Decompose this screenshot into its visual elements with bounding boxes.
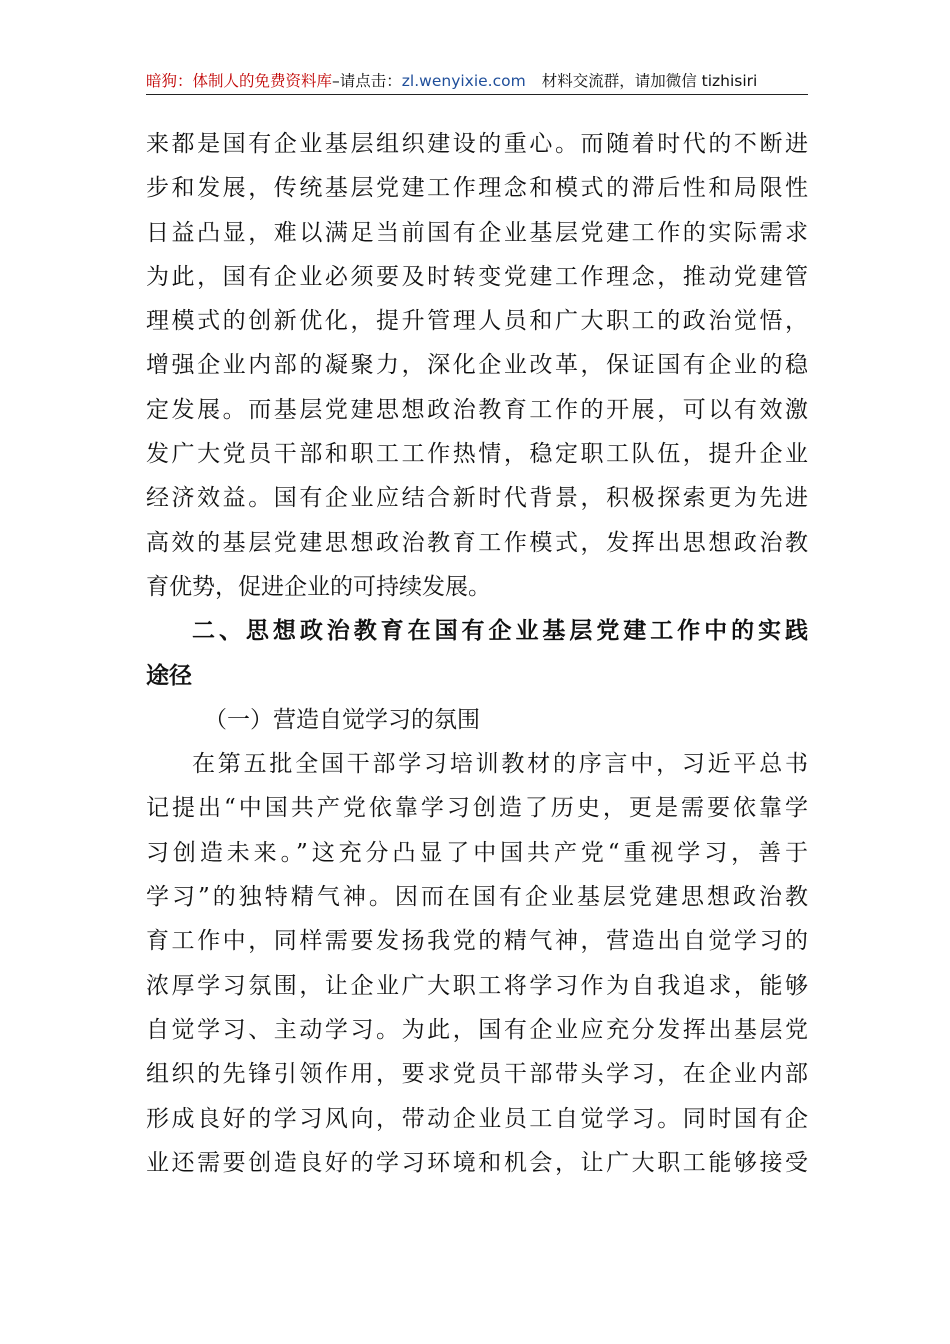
paragraph-line: 步和发展，传统基层党建工作理念和模式的滞后性和局限性 [146, 175, 808, 202]
paragraph-line: 习创造未来。”这充分凸显了中国共产党“重视学习，善于 [146, 839, 808, 866]
header-brand: 暗狗：体制人的免费资料库 [146, 72, 333, 90]
paragraph-line: 学习”的独特精气神。因而在国有企业基层党建思想政治教 [146, 884, 808, 911]
paragraph-line: 在第五批全国干部学习培训教材的序言中，习近平总书 [192, 751, 808, 778]
subsection-heading: （一）营造自觉学习的氛围 [204, 706, 480, 733]
section-heading: 二、思想政治教育在国有企业基层党建工作中的实践 [192, 618, 808, 645]
paragraph-line: 自觉学习、主动学习。为此，国有企业应充分发挥出基层党 [146, 1016, 808, 1043]
paragraph-line: 来都是国有企业基层组织建设的重心。而随着时代的不断进 [146, 131, 808, 157]
paragraph-line: 理模式的创新优化，提升管理人员和广大职工的政治觉悟， [146, 308, 808, 335]
header-group-note: 材料交流群，请加微信 tizhisiri [541, 72, 758, 90]
paragraph-line: 记提出“中国共产党依靠学习创造了历史，更是需要依靠学 [146, 795, 808, 822]
paragraph-line: 定发展。而基层党建思想政治教育工作的开展，可以有效激 [146, 396, 808, 423]
paragraph-line: 形成良好的学习风向，带动企业员工自觉学习。同时国有企 [146, 1105, 808, 1132]
document-body [146, 122, 808, 1185]
header-prompt: –请点击： [332, 72, 402, 90]
paragraph-line: 业还需要创造良好的学习环境和机会，让广大职工能够接受 [146, 1149, 808, 1176]
header-url-link[interactable]: zl.wenyixie.com [401, 72, 526, 90]
paragraph-line: 浓厚学习氛围，让企业广大职工将学习作为自我追求，能够 [146, 972, 808, 999]
paragraph-line: 为此，国有企业必须要及时转变党建工作理念，推动党建管 [146, 263, 808, 290]
paragraph-line: 育优势，促进企业的可持续发展。 [146, 573, 491, 600]
paragraph-line: 高效的基层党建思想政治教育工作模式，发挥出思想政治教 [146, 529, 808, 556]
page-header [146, 70, 808, 95]
paragraph-line: 组织的先锋引领作用，要求党员干部带头学习，在企业内部 [146, 1061, 808, 1088]
paragraph-line: 经济效益。国有企业应结合新时代背景，积极探索更为先进 [146, 485, 808, 512]
paragraph-line: 育工作中，同样需要发扬我党的精气神，营造出自觉学习的 [146, 928, 808, 955]
paragraph-line: 增强企业内部的凝聚力，深化企业改革，保证国有企业的稳 [146, 352, 808, 379]
section-heading-continued: 途径 [146, 662, 192, 689]
paragraph-line: 日益凸显，难以满足当前国有企业基层党建工作的实际需求 [146, 219, 808, 246]
paragraph-line: 发广大党员干部和职工工作热情，稳定职工队伍，提升企业 [146, 441, 808, 468]
